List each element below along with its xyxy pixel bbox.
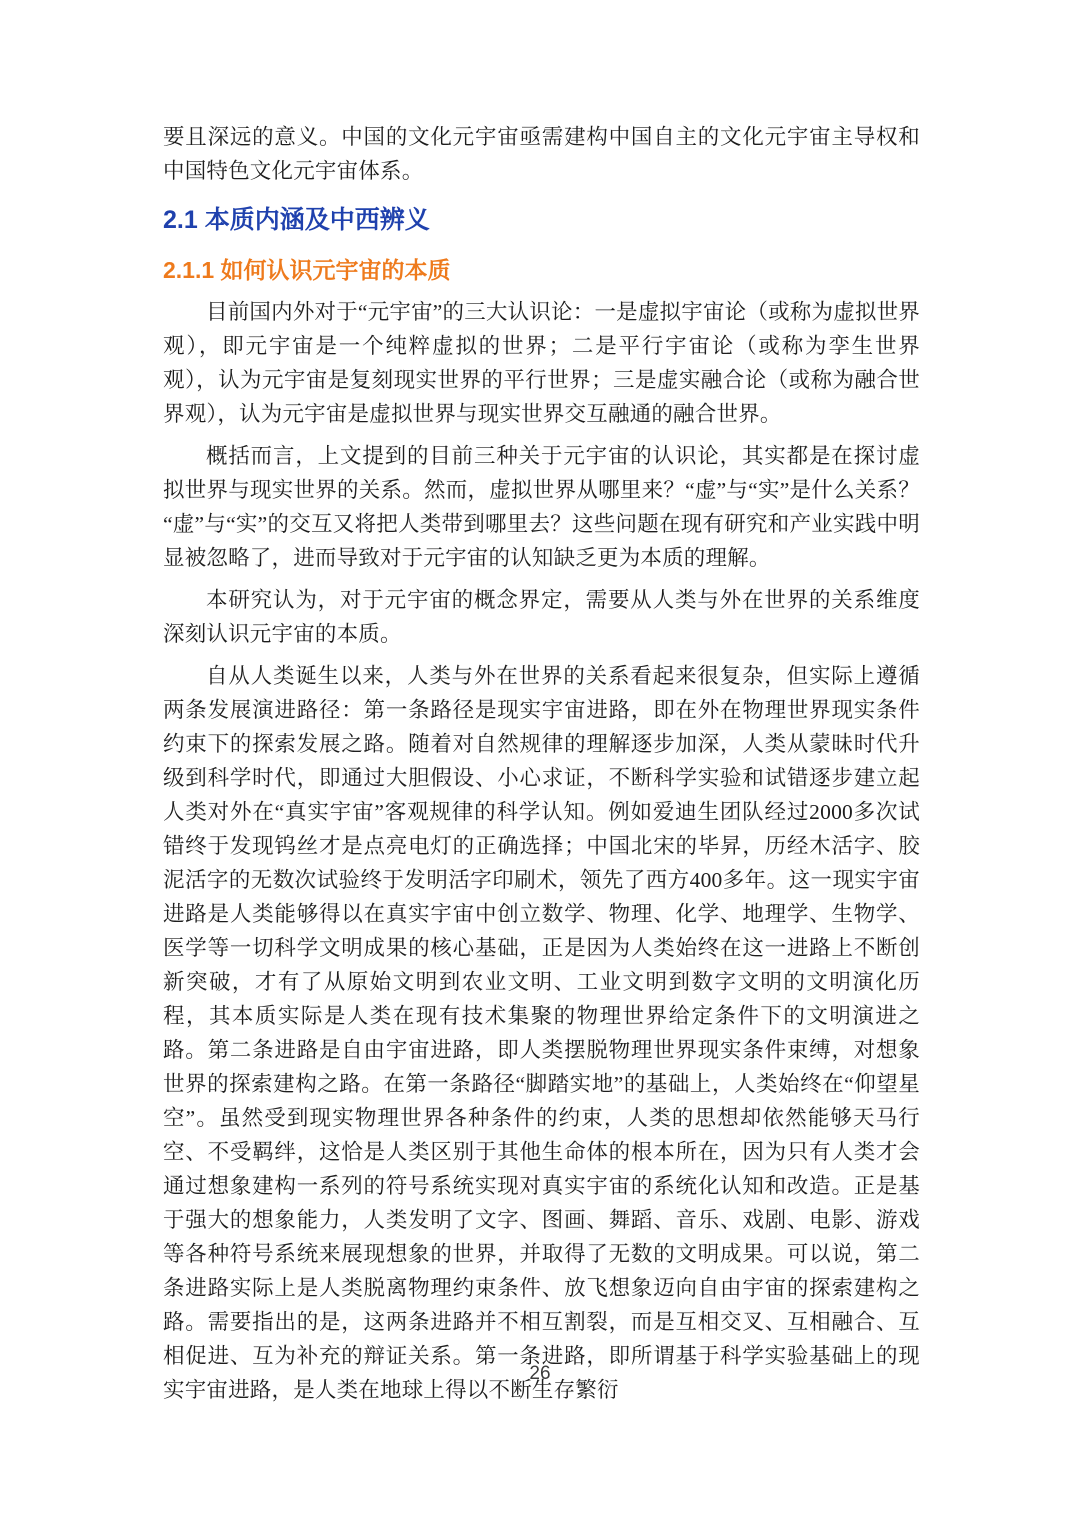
body-paragraph-4: 自从人类诞生以来，人类与外在世界的关系看起来很复杂，但实际上遵循两条发展演进路径：第一条路径是现实宇宙进路，即在外在物理世界现实条件约束下的探索发展之路。随着对自然规律的理解逐步加深，人类从蒙昧时代升级到科学时代，即通过大胆假设、小心求证，不断科学实验和试错逐步建立起人类对外在“真实宇宙”客观规律的科学认知。例如爱迪生团队经过2000多次试错终于发现钨丝才是点亮电灯的正确选择；中国北宋的毕昇，历经木活字、胶泥活字的无数次试验终于发明活字印刷术，领先了西方400多年。这一现实宇宙进路是人类能够得以在真实宇宙中创立数学、物理、化学、地理学、生物学、医学等一切科学文明成果的核心基础，正是因为人类始终在这一进路上不断创新突破，才有了从原始文明到农业文明、工业文明到数字文明的文明演化历程，其本质实际是人类在现有技术集聚的物理世界给定条件下的文明演进之路。第二条进路是自由宇宙进路，即人类摆脱物理世界现实条件束缚，对想象世界的探索建构之路。在第一条路径“脚踏实地”的基础上，人类始终在“仰望星空”。虽然受到现实物理世界各种条件的约束，人类的思想却依然能够天马行空、不受羁绊，这恰是人类区别于其他生命体的根本所在，因为只有人类才会通过想象建构一系列的符号系统实现对真实宇宙的系统化认知和改造。正是基于强大的想象能力，人类发明了文字、图画、舞蹈、音乐、戏剧、电影、游戏等各种符号系统来展现想象的世界，并取得了无数的文明成果。可以说，第二条进路实际上是人类脱离物理约束条件、放飞想象迈向自由宇宙的探索建构之路。需要指出的是，这两条进路并不相互割裂，而是互相交叉、互相融合、互相促进、互为补充的辩证关系。第一条进路，即所谓基于科学实验基础上的现实宇宙进路，是人类在地球上得以不断生存繁衍 <box>163 664 920 1402</box>
subsection-heading-2-1-1: 2.1.1 如何认识元宇宙的本质 <box>163 257 451 283</box>
intro-continuation-paragraph: 要且深远的意义。中国的文化元宇宙亟需建构中国自主的文化元宇宙主导权和中国特色文化元宇宙体系。 <box>163 125 920 183</box>
page-number: 26 <box>529 1363 551 1384</box>
page-content <box>163 120 920 1407</box>
body-paragraph-3: 本研究认为，对于元宇宙的概念界定，需要从人类与外在世界的关系维度深刻认识元宇宙的本质。 <box>163 588 920 646</box>
section-heading-2-1: 2.1 本质内涵及中西辨义 <box>163 206 430 234</box>
body-paragraph-1: 目前国内外对于“元宇宙”的三大认识论：一是虚拟宇宙论（或称为虚拟世界观），即元宇宙是一个纯粹虚拟的世界；二是平行宇宙论（或称为孪生世界观），认为元宇宙是复刻现实世界的平行世界；三是虚实融合论（或称为融合世界观），认为元宇宙是虚拟世界与现实世界交互融通的融合世界。 <box>163 300 920 426</box>
body-paragraph-2: 概括而言，上文提到的目前三种关于元宇宙的认识论，其实都是在探讨虚拟世界与现实世界的关系。然而，虚拟世界从哪里来？“虚”与“实”是什么关系？“虚”与“实”的交互又将把人类带到哪里去？这些问题在现有研究和产业实践中明显被忽略了，进而导致对于元宇宙的认知缺乏更为本质的理解。 <box>163 444 920 570</box>
